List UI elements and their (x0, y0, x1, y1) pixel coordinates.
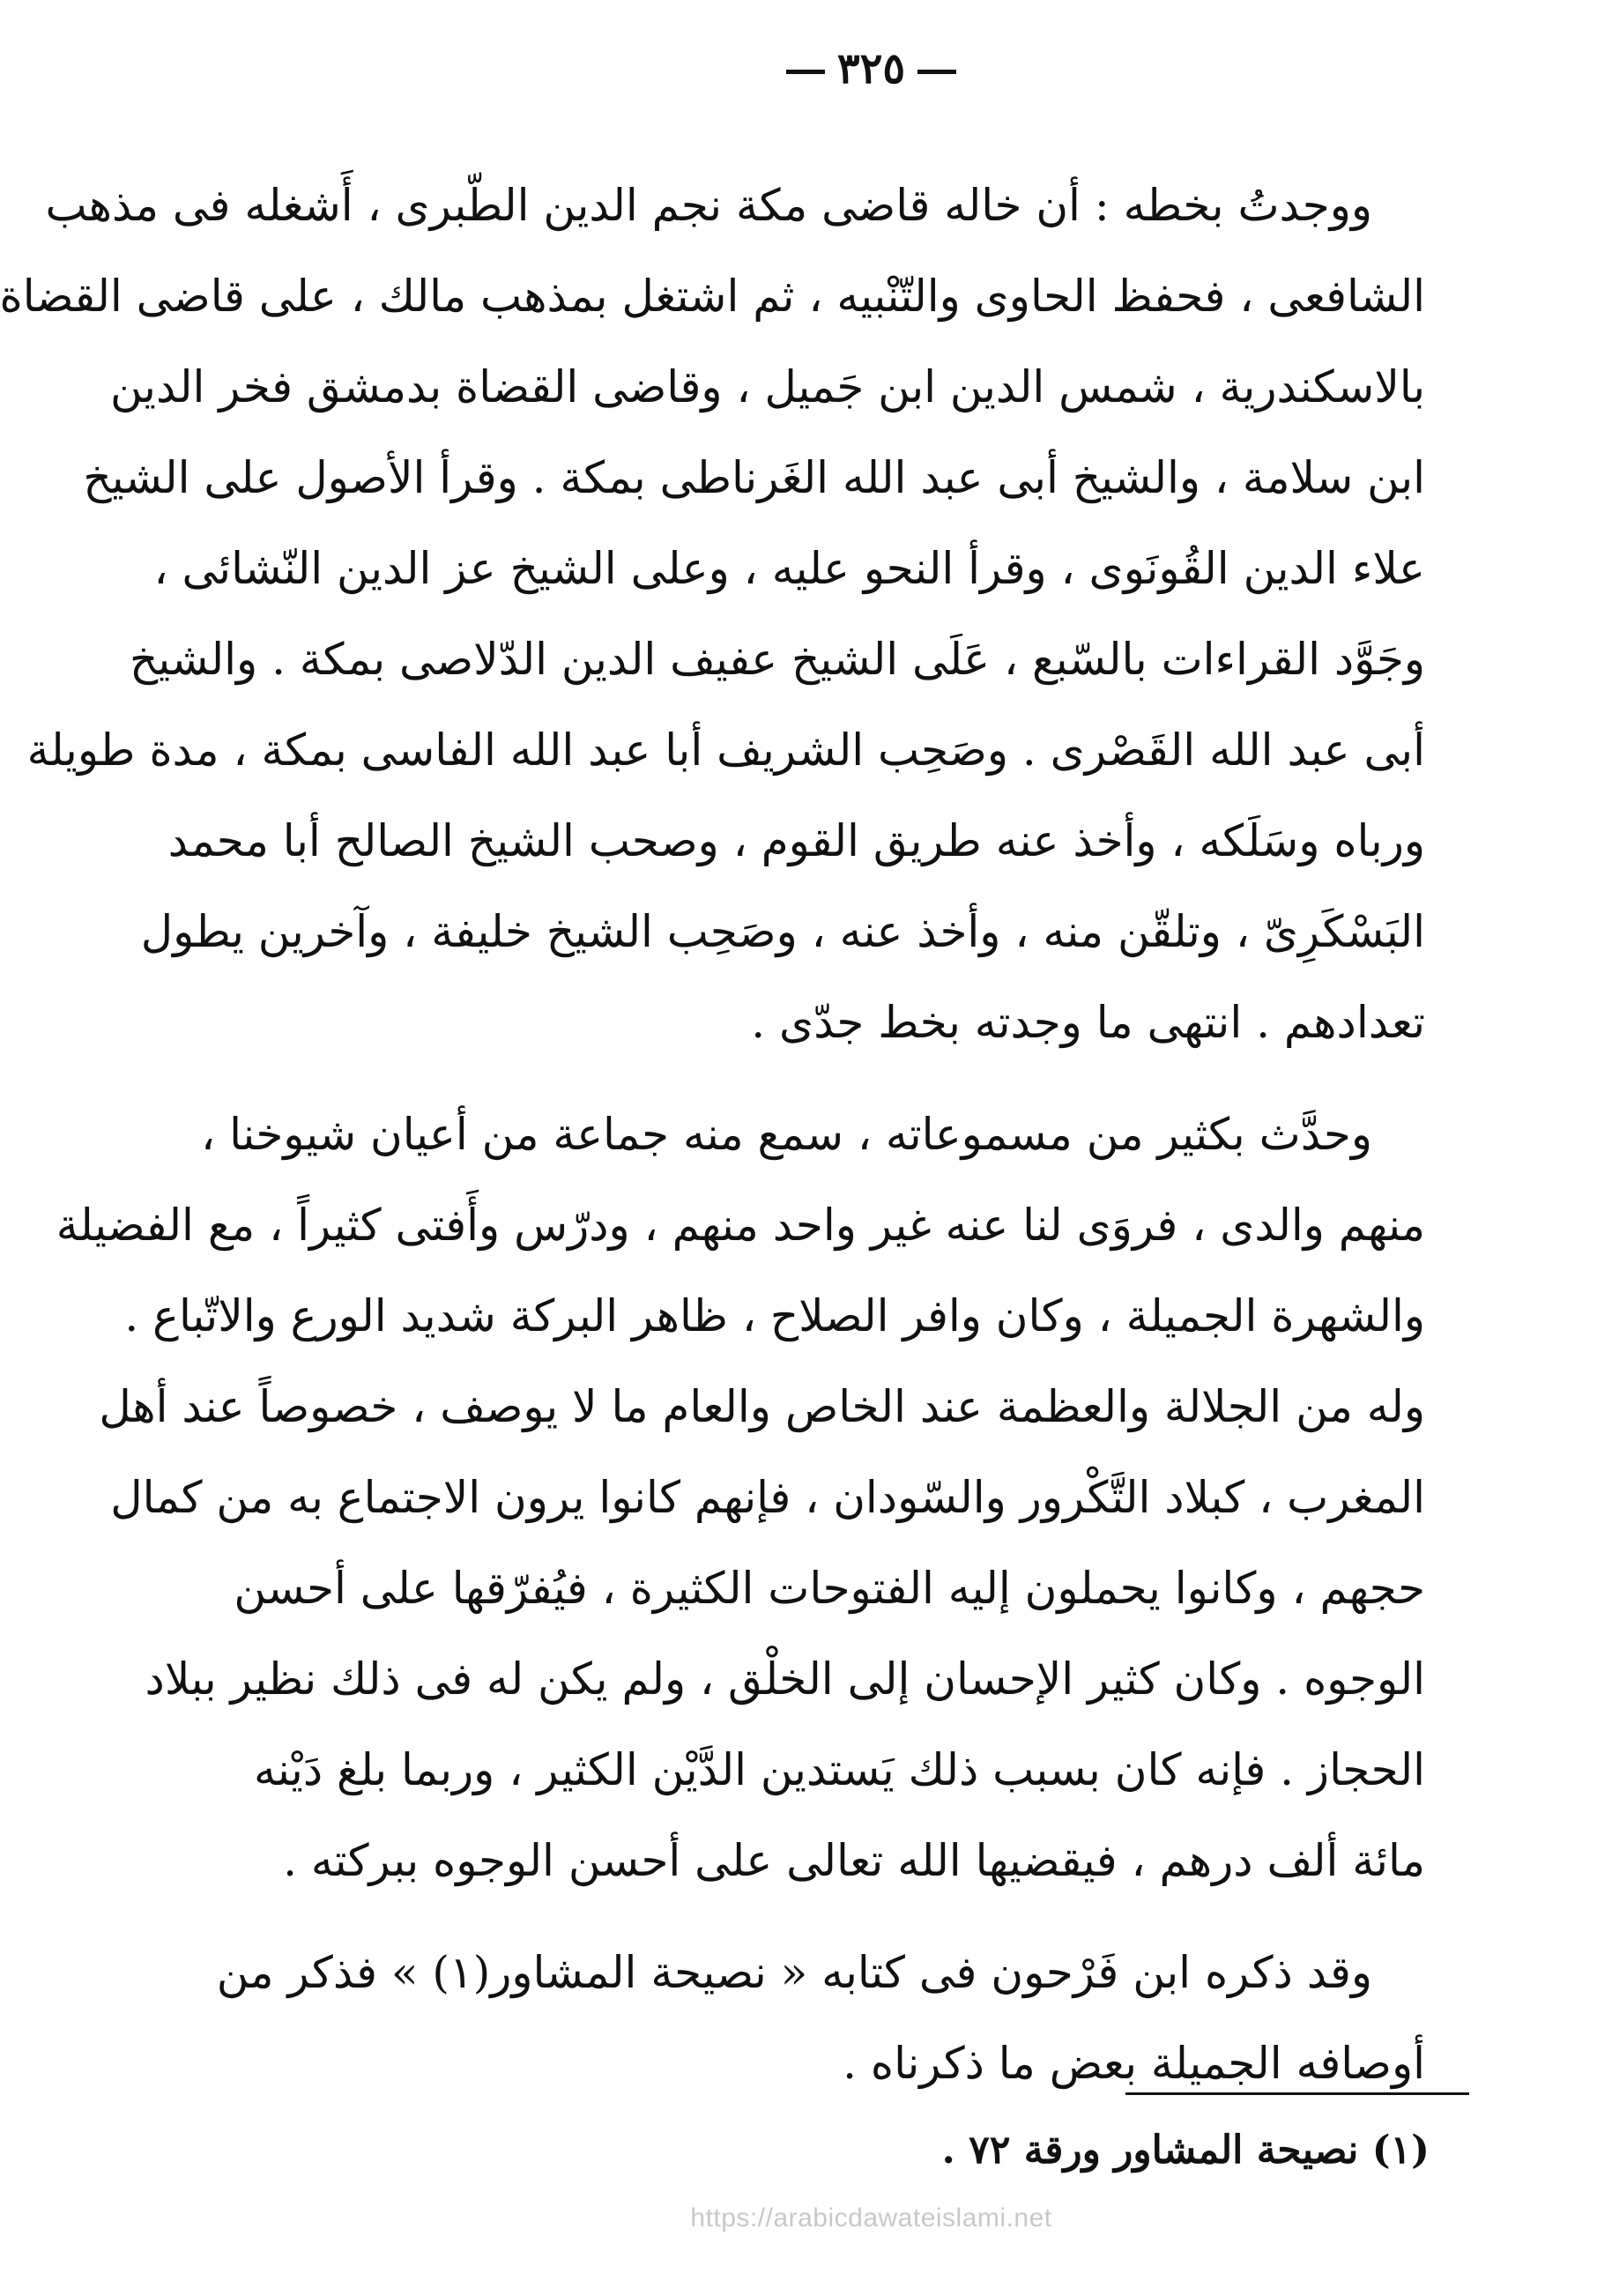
text-line: البَسْكَرِىّ ، وتلقّن منه ، وأخذ عنه ، وصَحِب الشيخ خليفة ، وآخرين يطول (140, 906, 1425, 957)
text-line: ابن سلامة ، والشيخ أبى عبد الله الغَرناطى بمكة . وقرأ الأصول على الشيخ (83, 452, 1425, 503)
paragraph-3 (216, 1928, 1425, 2109)
paragraph-spacer (354, 1068, 1425, 1089)
paragraph-1 (0, 160, 1425, 1068)
text-line: وقد ذكره ابن فَرْحون فى كتابه « نصيحة المشاور(١) » فذكر من (216, 1947, 1372, 1998)
text-line: وله من الجلالة والعظمة عند الخاص والعام ما لا يوصف ، خصوصاً عند أهل (99, 1381, 1425, 1432)
page-number-dash-left (786, 70, 825, 74)
text-line: حجهم ، وكانوا يحملون إليه الفتوحات الكثيرة ، فيُفرّقها على أحسن (234, 1563, 1425, 1614)
footnote: (١) نصيحة المشاور ورقة ٧٢ . (941, 2128, 1430, 2173)
text-line: علاء الدين القُونَوى ، وقرأ النحو عليه ، وعلى الشيخ عز الدين النّشائى ، (153, 543, 1425, 594)
text-line: أوصافه الجميلة بعض ما ذكرناه . (843, 2038, 1425, 2089)
text-line: المغرب ، كبلاد التَّكْرور والسّودان ، فإنهم كانوا يرون الاجتماع به من كمال (110, 1472, 1425, 1523)
text-line: الشافعى ، فحفظ الحاوى والتّنْبيه ، ثم اشتغل بمذهب مالك ، على قاضى القضاة (0, 271, 1425, 322)
paragraph-spacer (354, 1906, 1425, 1928)
page-number-header (145, 44, 1597, 93)
text-line: ووجدتُ بخطه : أن خاله قاضى مكة نجم الدين الطّبرى ، أَشغله فى مذهب (45, 180, 1372, 231)
page-number: ٣٢٥ (836, 44, 906, 93)
text-line: والشهرة الجميلة ، وكان وافر الصلاح ، ظاهر البركة شديد الورع والاتّباع . (124, 1290, 1425, 1341)
page-number-dash-right (917, 70, 956, 74)
footnote-divider (1125, 2092, 1469, 2095)
body-text (0, 160, 1425, 2109)
text-line: منهم والدى ، فروَى لنا عنه غير واحد منهم ، ودرّس وأَفتى كثيراً ، مع الفضيلة (56, 1200, 1425, 1251)
text-line: ورباه وسَلَكه ، وأخذ عنه طريق القوم ، وصحب الشيخ الصالح أبا محمد (167, 815, 1425, 866)
text-line: تعدادهم . انتهى ما وجدته بخط جدّى . (751, 997, 1425, 1048)
paragraph-2 (56, 1089, 1425, 1906)
text-line: الحجاز . فإنه كان بسبب ذلك يَستدين الدَّيْن الكثير ، وربما بلغ دَيْنه (254, 1744, 1425, 1795)
text-line: وجَوَّد القراءات بالسّبع ، عَلَى الشيخ عفيف الدين الدّلاصى بمكة . والشيخ (129, 634, 1425, 685)
watermark-url: https://arabicdawateislami.net (690, 2203, 1052, 2233)
text-line: الوجوه . وكان كثير الإحسان إلى الخلْق ، ولم يكن له فى ذلك نظير ببلاد (145, 1653, 1425, 1705)
text-line: وحدَّث بكثير من مسموعاته ، سمع منه جماعة من أعيان شيوخنا ، (201, 1109, 1372, 1160)
text-line: مائة ألف درهم ، فيقضيها الله تعالى على أحسن الوجوه ببركته . (283, 1835, 1425, 1886)
text-line: أبى عبد الله القَصْرى . وصَحِب الشريف أبا عبد الله الفاسى بمكة ، مدة طويلة (26, 724, 1425, 776)
text-line: بالاسكندرية ، شمس الدين ابن جَميل ، وقاضى القضاة بدمشق فخر الدين (110, 361, 1425, 412)
